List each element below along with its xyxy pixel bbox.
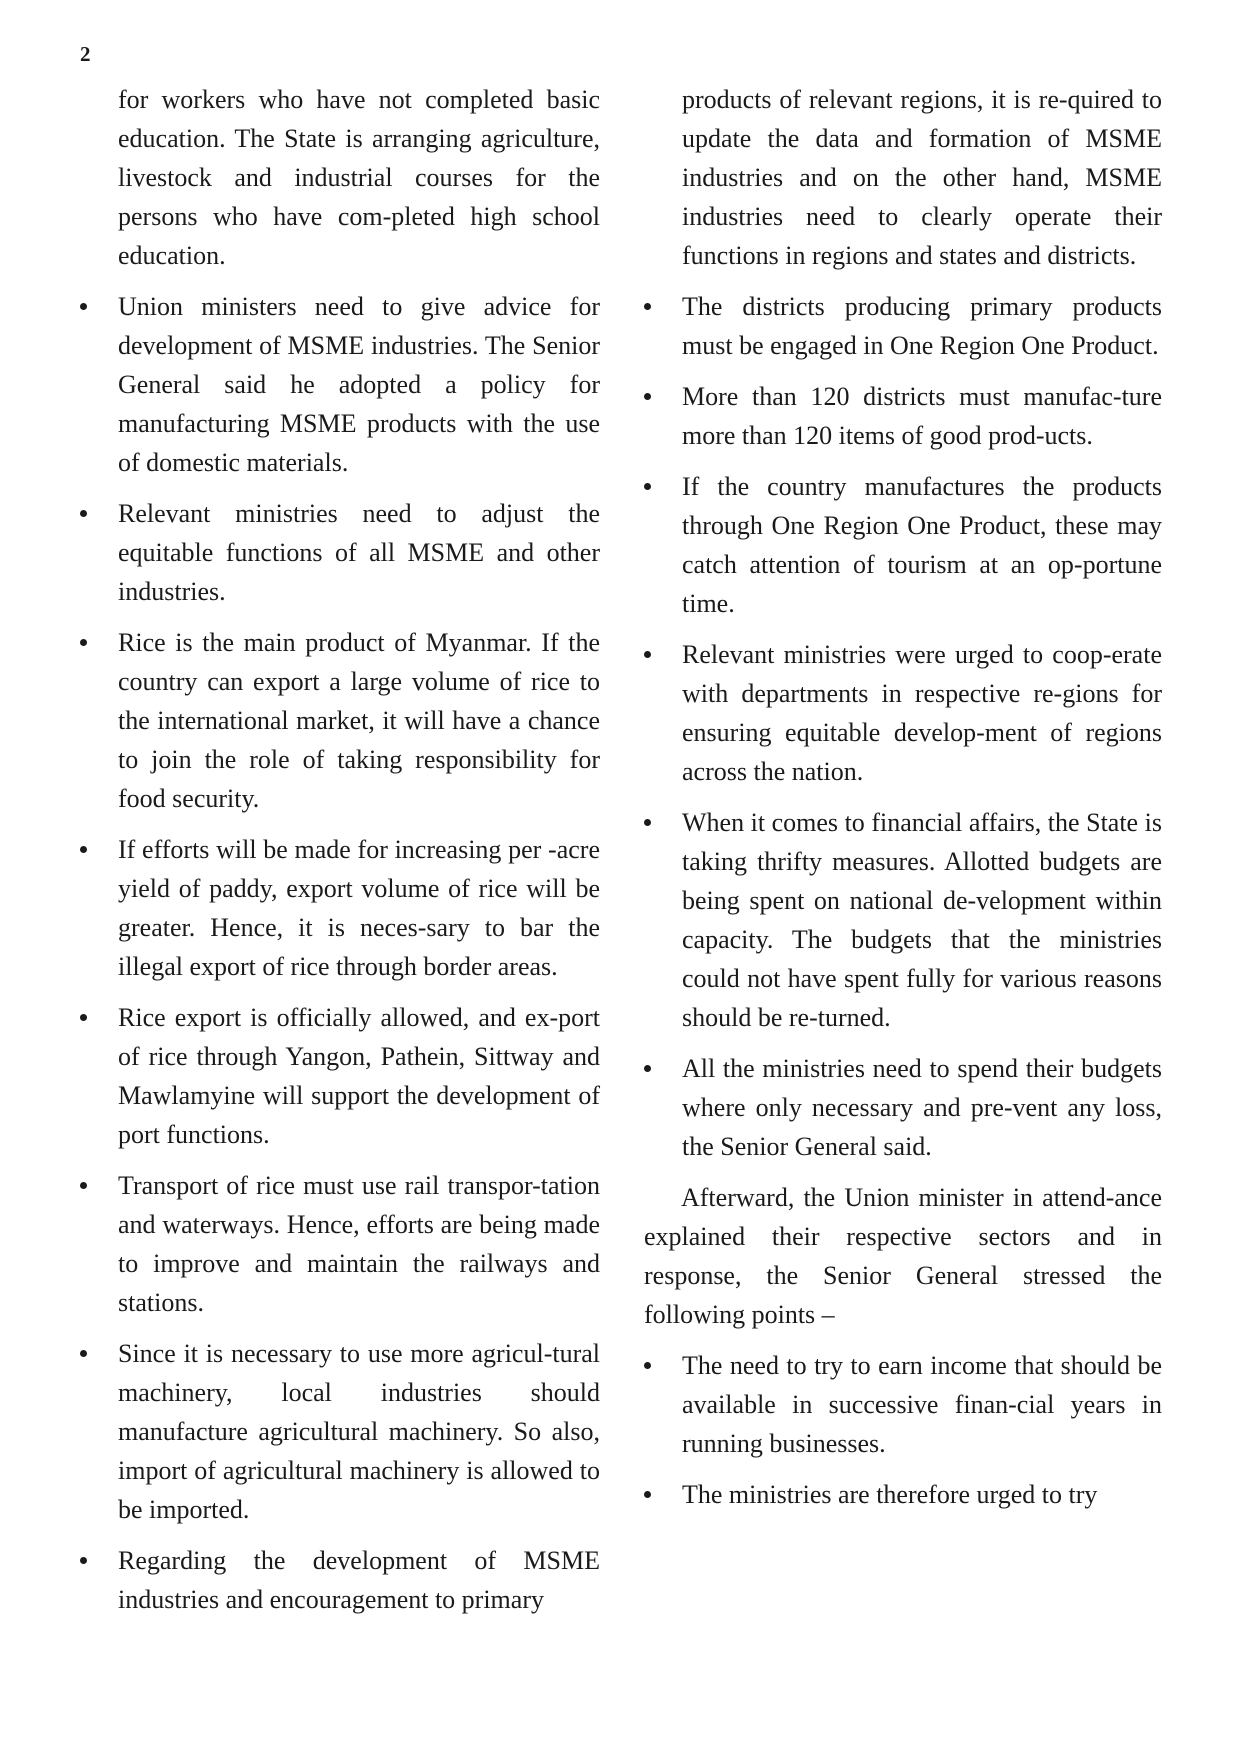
bullet-icon xyxy=(80,1350,87,1357)
list-item-text: Union ministers need to give advice for development of MSME industries. The Senior General said he adopted a policy for manufacturing MSME products with the use of domestic materials. xyxy=(118,292,600,477)
list-item-text: Rice export is officially allowed, and ex-port of rice through Yangon, Pathein, Sittway and Mawlamyine will support the development of port functions. xyxy=(118,1003,600,1149)
list-item xyxy=(644,377,1162,455)
list-item-text: When it comes to financial affairs, the State is taking thrifty measures. Allotted budgets are being spent on national de-velopment within capacity. The budgets that the ministries could not have spent fully for various reasons should be re-turned. xyxy=(682,808,1162,1032)
bullet-icon xyxy=(80,510,87,517)
list-item-text: If efforts will be made for increasing per -acre yield of paddy, export volume of rice will be greater. Hence, it is neces-sary to bar the illegal export of rice through border areas. xyxy=(118,835,600,981)
bullet-list xyxy=(644,287,1162,1166)
list-item-text: The districts producing primary products must be engaged in One Region One Product. xyxy=(682,292,1162,360)
bullet-icon xyxy=(80,639,87,646)
list-item-text: The need to try to earn income that should be available in successive finan-cial years in running businesses. xyxy=(682,1351,1162,1458)
bullet-icon xyxy=(644,651,651,658)
bullet-icon xyxy=(644,1491,651,1498)
bullet-list xyxy=(644,1346,1162,1514)
list-item-text: Regarding the development of MSME industries and encouragement to primary xyxy=(118,1546,600,1614)
bullet-icon xyxy=(80,1557,87,1564)
left-column xyxy=(118,80,600,1631)
list-item xyxy=(80,623,600,818)
bullet-icon xyxy=(80,1182,87,1189)
list-item xyxy=(644,1346,1162,1463)
list-item xyxy=(644,1049,1162,1166)
list-item xyxy=(644,803,1162,1037)
list-item xyxy=(80,830,600,986)
list-item xyxy=(80,287,600,482)
list-item xyxy=(644,287,1162,365)
list-item-text: More than 120 districts must manufac-ture more than 120 items of good prod-ucts. xyxy=(682,382,1162,450)
page-number: 2 xyxy=(80,42,91,66)
bullet-icon xyxy=(644,1065,651,1072)
list-item xyxy=(644,1475,1162,1514)
bullet-icon xyxy=(80,1014,87,1021)
list-item xyxy=(80,1334,600,1529)
list-item xyxy=(644,635,1162,791)
bullet-icon xyxy=(644,819,651,826)
bullet-icon xyxy=(644,303,651,310)
list-item-text: Relevant ministries were urged to coop-erate with departments in respective re-gions for ensuring equitable develop-ment of regions across the nation. xyxy=(682,640,1162,786)
continuation-paragraph: products of relevant regions, it is re-quired to update the data and formation of MSME industries and on the other hand, MSME industries need to clearly operate their functions in regions and states and districts. xyxy=(682,85,1162,270)
bullet-icon xyxy=(644,1362,651,1369)
list-item xyxy=(80,494,600,611)
bullet-icon xyxy=(80,303,87,310)
bullet-icon xyxy=(80,846,87,853)
body-paragraph: Afterward, the Union minister in attend-ance explained their respective sectors and in response, the Senior General stressed the following points – xyxy=(644,1183,1162,1329)
bullet-icon xyxy=(644,393,651,400)
list-item xyxy=(80,1541,600,1619)
list-item-text: All the ministries need to spend their budgets where only necessary and pre-vent any loss, the Senior General said. xyxy=(682,1054,1162,1161)
list-item xyxy=(80,1166,600,1322)
list-item-text: Transport of rice must use rail transpor-tation and waterways. Hence, efforts are being made to improve and maintain the railways and stations. xyxy=(118,1171,600,1317)
list-item xyxy=(80,998,600,1154)
list-item-text: Rice is the main product of Myanmar. If the country can export a large volume of rice to the international market, it will have a chance to join the role of taking responsibility for food security. xyxy=(118,628,600,813)
list-item-text: Since it is necessary to use more agricul-tural machinery, local industries should manufacture agricultural machinery. So also, import of agricultural machinery is allowed to be imported. xyxy=(118,1339,600,1524)
list-item-text: The ministries are therefore urged to try xyxy=(682,1480,1098,1509)
continuation-paragraph: for workers who have not completed basic education. The State is arranging agriculture, livestock and industrial courses for the persons who have com-pleted high school education. xyxy=(118,85,600,270)
list-item xyxy=(644,467,1162,623)
list-item-text: Relevant ministries need to adjust the equitable functions of all MSME and other industries. xyxy=(118,499,600,606)
bullet-icon xyxy=(644,483,651,490)
bullet-list xyxy=(118,287,600,1619)
list-item-text: If the country manufactures the products through One Region One Product, these may catch attention of tourism at an op-portune time. xyxy=(682,472,1162,618)
right-column xyxy=(644,80,1162,1526)
